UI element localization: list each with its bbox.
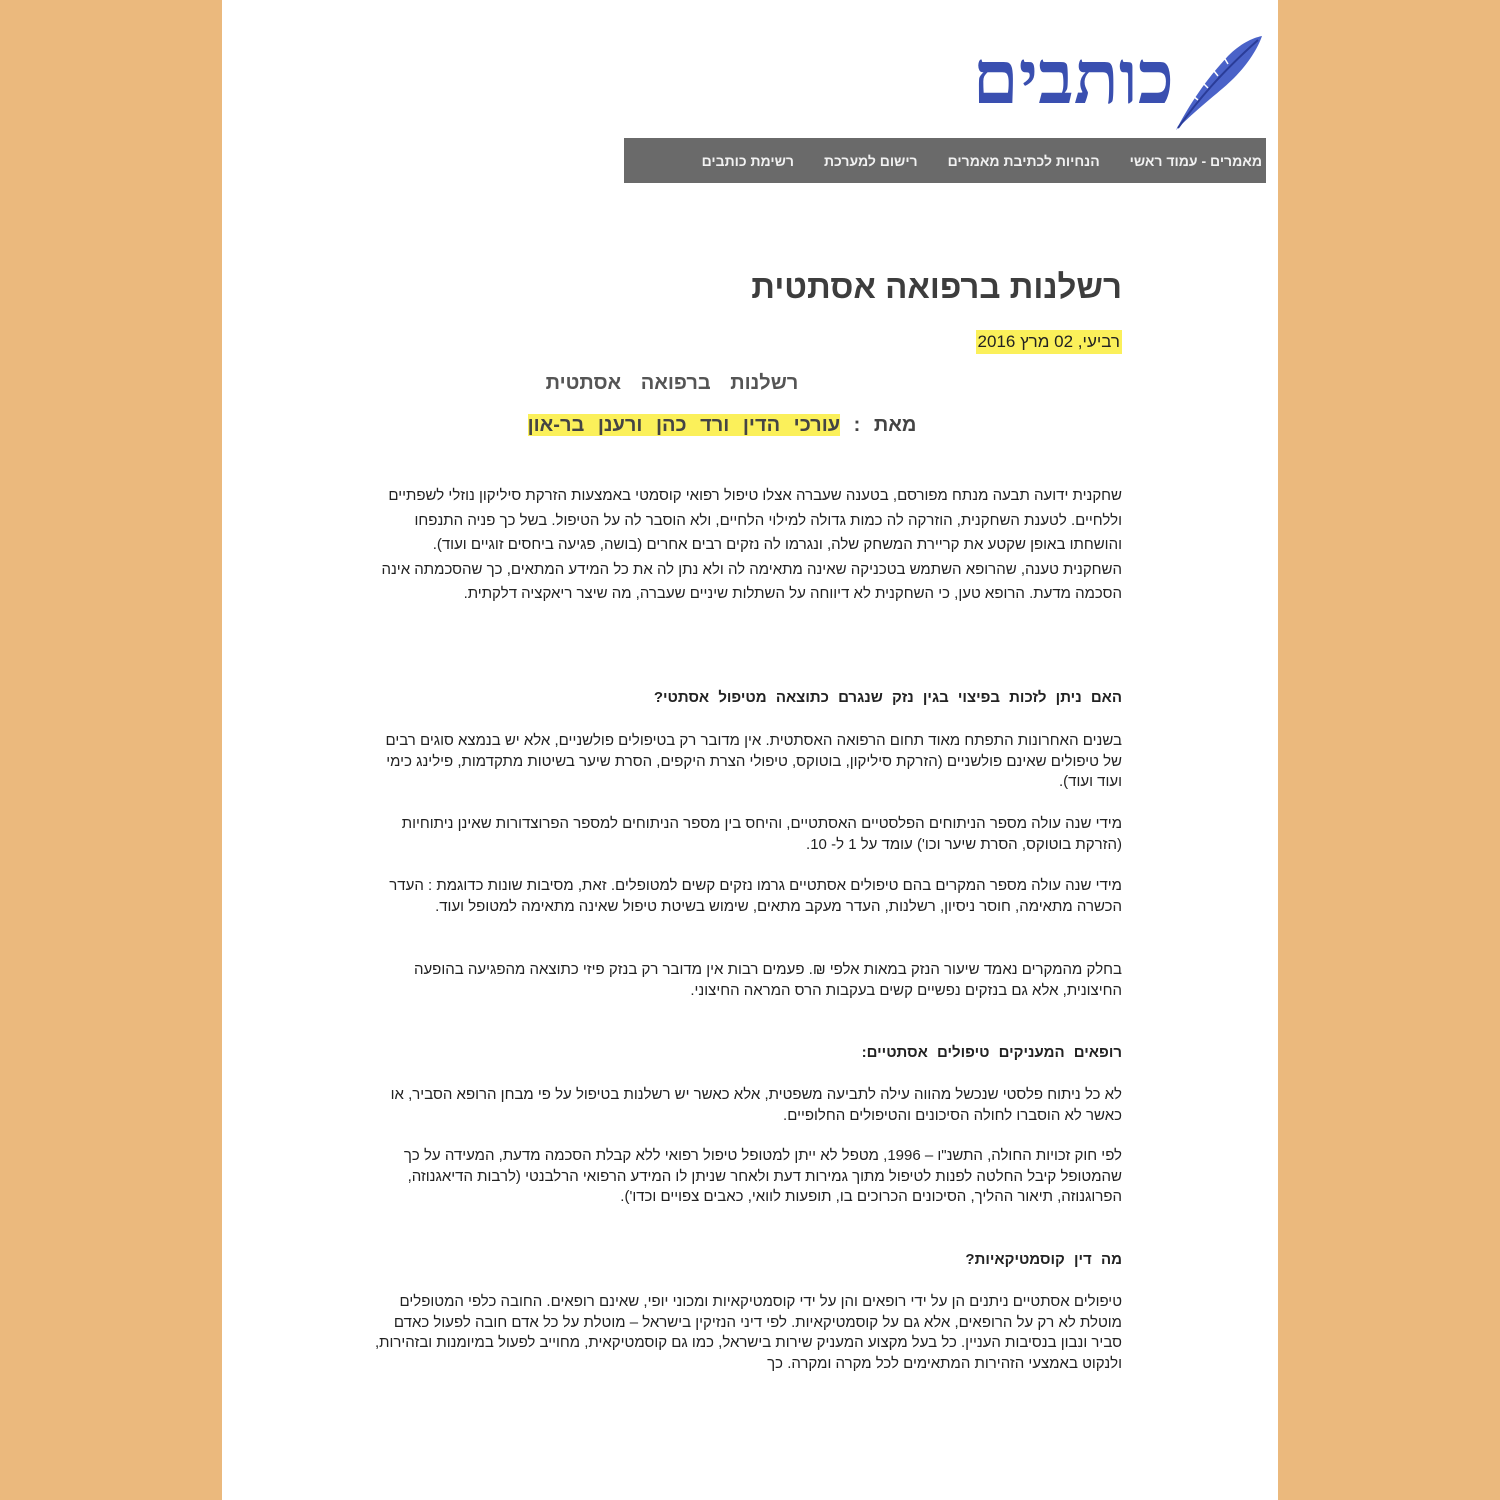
- body-paragraph: לפי חוק זכויות החולה, התשנ"ו – 1996, מטפל לא ייתן למטופל טיפול רפואי ללא קבלת הסכמה מדעת, המעידה על כך שהמטופל קיבל החלטה לפנות לטיפול מתוך גמירות דעת ולאחר שניתן לו המידע הרפואי הרלבנטי (לרבות הדיאגנוזה, הפרוגנוזה, תיאור ההליך, הסיכונים הכרוכים בו, תופעות לוואי, כאבים צפויים וכדו').: [403, 1147, 1122, 1205]
- nav-articles-home[interactable]: מאמרים - עמוד ראשי: [1129, 152, 1262, 169]
- intro-paragraph: שחקנית ידועה תבעה מנתח מפורסם, בטענה שעברה אצלו טיפול רפואי קוסמטי באמצעות הזרקת סיליקון נוזלי לשפתיים וללחיים. לטענת השחקנית, הוזרקה לה כמות גדולה למילוי הלחיים, ולא הוסבר לה על הטיפול. בשל כך פניה התנפחו והושחתו באופן שקטע את קריירת המשחק שלה, ונגרמו לה נזקים רבים אחרים (בושה, פגיעה ביחסים זוגיים ועוד).: [388, 487, 1122, 553]
- body-paragraph: מידי שנה עולה מספר המקרים בהם טיפולים אסתטיים גרמו נזקים קשים למטופלים. זאת, מסיבות שונות כדוגמת : העדר הכשרה מתאימה, חוסר ניסיון, רשלנות, העדר מעקב מתאים, שימוש בשיטת טיפול שאינה מתאימה למטופל ועוד.: [389, 877, 1122, 915]
- intro-paragraph: השחקנית טענה, שהרופא השתמש בטכניקה שאינה מתאימה לה ולא נתן לה את כל המידע המתאים, כך שהסכמתה אינה הסכמה מדעת. הרופא טען, כי השחקנית לא דיווחה על השתלות שיניים שעברה, מה שיצר ריאקציה דלקתית.: [381, 560, 1122, 602]
- body-paragraph: בשנים האחרונות התפתח מאוד תחום הרפואה האסתטית. אין מדובר רק בטיפולים פולשניים, אלא יש בנמצא סוגים רבים של טיפולים שאינם פולשניים (הזרקת סיליקון, בוטוקס, טיפולי הצרת היקפים, הסרת שיער בשיטות מתקדמות, פילינג כימי ועוד ועוד).: [385, 732, 1122, 790]
- body-paragraph: לא כל ניתוח פלסטי שנכשל מהווה עילה לתביעה משפטית, אלא כאשר יש רשלנות בטיפול על פי מבחן הרופא הסביר, או כאשר לא הוסברו לחולה הסיכונים והטיפולים החלופיים.: [390, 1086, 1122, 1124]
- nav-writers-list[interactable]: רשימת כותבים: [701, 152, 794, 169]
- nav-writing-guidelines[interactable]: הנחיות לכתיבת מאמרים: [947, 152, 1100, 169]
- nav-register[interactable]: רישום למערכת: [824, 152, 918, 169]
- feather-quill-icon: [1168, 34, 1264, 134]
- document-page: [222, 0, 1278, 1500]
- article-title: רשלנות ברפואה אסתטית: [751, 268, 1122, 305]
- byline-authors: עורכי הדין ורד כהן ורענן בר-און: [527, 414, 841, 436]
- main-navigation: [624, 138, 1266, 183]
- body-paragraph: מידי שנה עולה מספר הניתוחים הפלסטיים האסתטיים, והיחס בין מספר הניתוחים למספר הפרוצדורות שאינן ניתוחיות (הזרקת בוטוקס, הסרת שיער וכו') עומד על 1 ל- 10.: [401, 815, 1122, 853]
- article-byline: [472, 414, 972, 437]
- body-paragraph: טיפולים אסתטיים ניתנים הן על ידי רופאים והן על ידי קוסמטיקאיות ומכוני יופי, שאינם רופאים. החובה כלפי המטופלים מוטלת לא רק על הרופאים, אלא גם על קוסמטיקאיות. לפי דיני הנזיקין בישראל – מוטלת על כל אדם חובה לפעול כאדם סביר ונבון בנסיבות העניין. כל בעל מקצוע המעניק שירות בישראל, כמו גם קוסמטיקאית, מחוייב לפעול במיומנות ובזהירות, ולנקוט באמצעי הזהירות המתאימים לכל מקרה ומקרה. כך: [374, 1293, 1122, 1372]
- article-date: רביעי, 02 מרץ 2016: [976, 330, 1122, 354]
- site-logo[interactable]: [934, 30, 1264, 140]
- body-paragraph: בחלק מהמקרים נאמד שיעור הנזק במאות אלפי ₪. פעמים רבות אין מדובר רק בנזק פיזי כתוצאה מהפגיעה בהופעה החיצונית, אלא גם בנזקים נפשיים קשים בעקבות הרס המראה החיצוני.: [413, 961, 1122, 999]
- byline-prefix: מאת :: [853, 414, 917, 436]
- intro-paragraphs: [372, 484, 1122, 607]
- article-subtitle: רשלנות ברפואה אסתטית: [545, 372, 799, 394]
- logo-text: כותבים: [972, 35, 1174, 121]
- section-heading: מה דין קוסמטיקאיות?: [965, 1251, 1122, 1268]
- section-heading: האם ניתן לזכות בפיצוי בגין נזק שנגרם כתוצאה מטיפול אסתטי?: [653, 689, 1122, 706]
- section-heading: רופאים המעניקים טיפולים אסתטיים:: [861, 1044, 1122, 1061]
